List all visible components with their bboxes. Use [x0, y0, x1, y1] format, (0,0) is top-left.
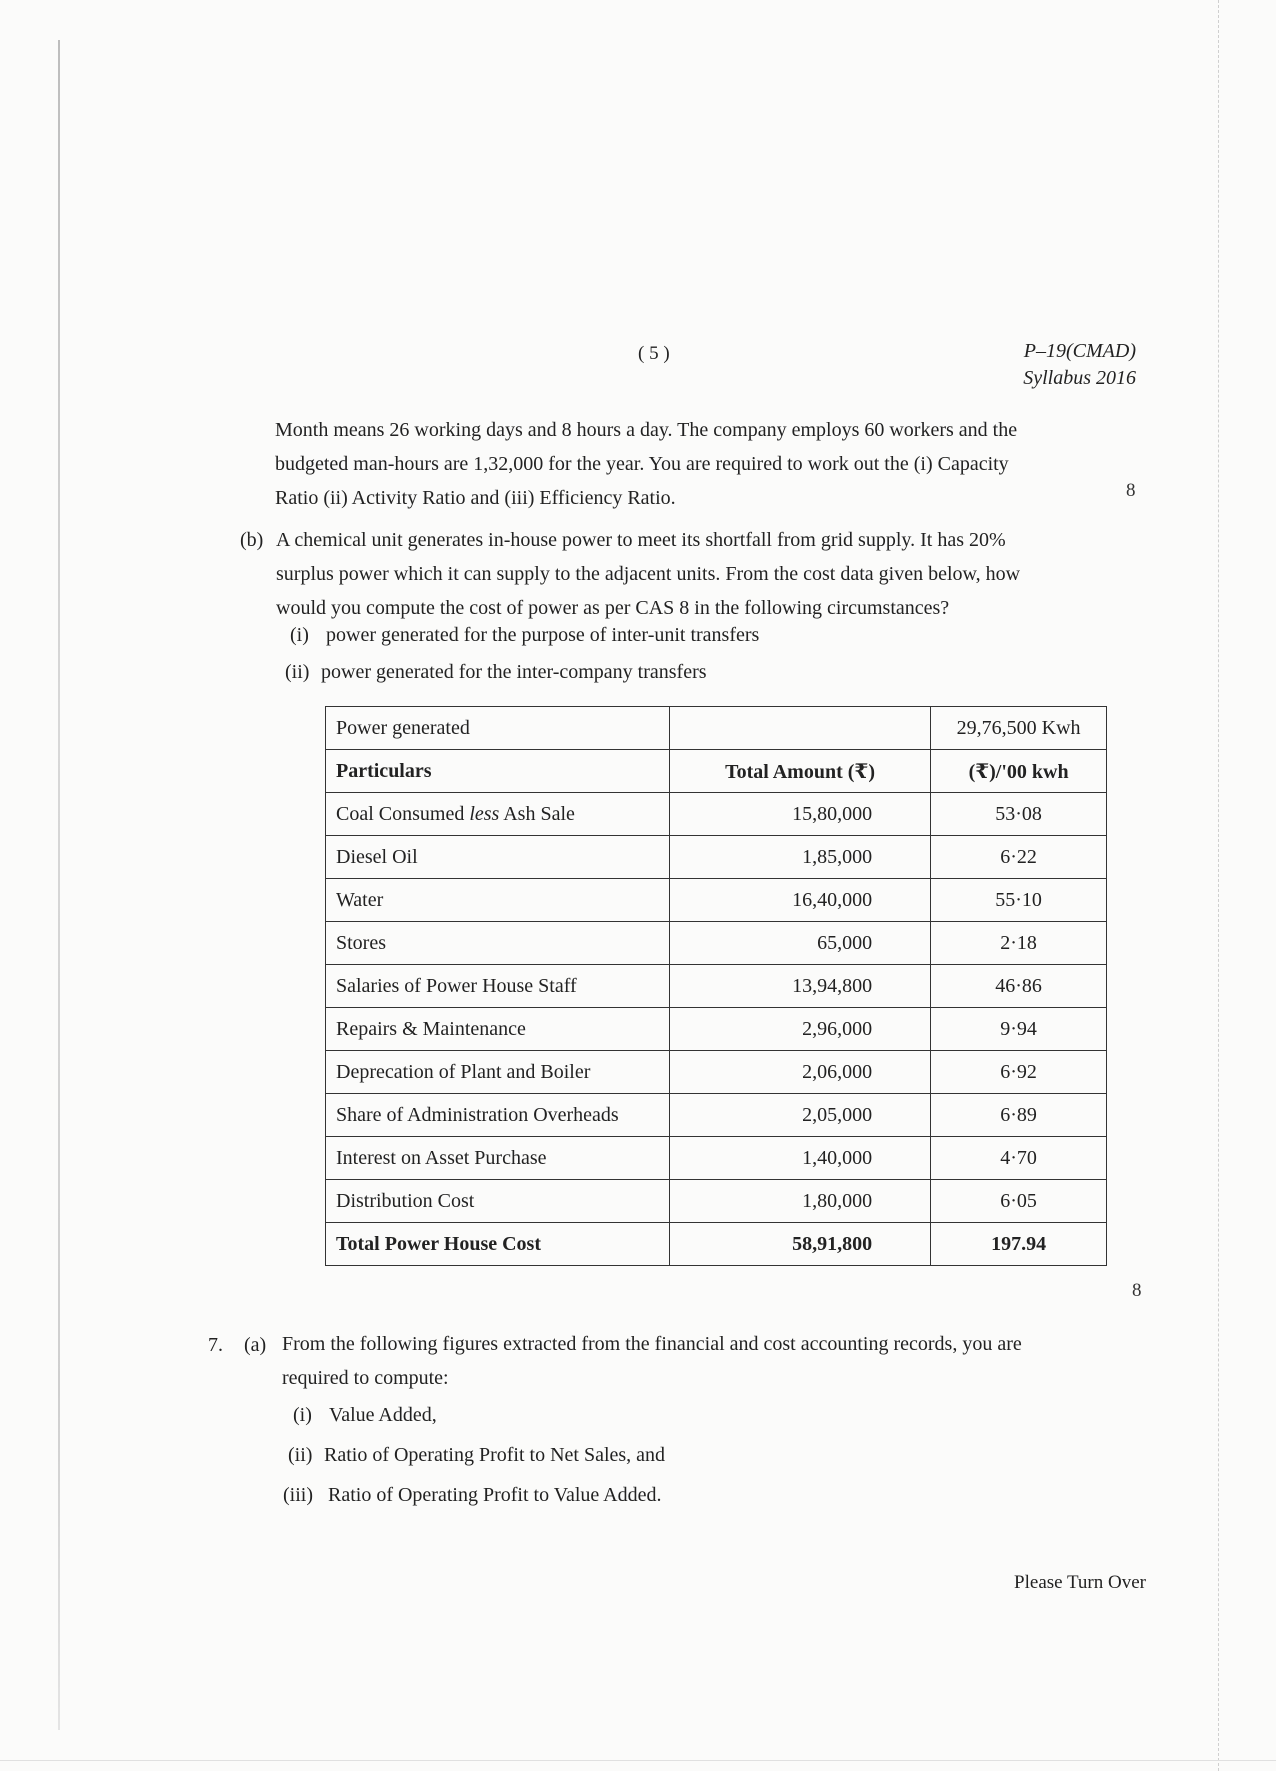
q7a-line: required to compute: [282, 1367, 449, 1389]
row-amount: 1,80,000 [669, 1180, 930, 1223]
q6b-label: (b) [240, 529, 264, 551]
q6b-marks: 8 [1132, 1280, 1142, 1301]
row-amount: 13,94,800 [669, 965, 930, 1008]
row-amount: 2,06,000 [669, 1051, 930, 1094]
table-row [326, 1051, 1107, 1094]
row-particular: Water [326, 879, 670, 922]
total-per-kwh: 197.94 [931, 1223, 1107, 1266]
q7-item-roman: (i) [293, 1404, 312, 1426]
table-row [326, 879, 1107, 922]
q7-item-text: Ratio of Operating Profit to Net Sales, and [324, 1444, 666, 1466]
total-particular: Total Power House Cost [326, 1223, 670, 1266]
table-row [326, 1094, 1107, 1137]
q6a-marks: 8 [1126, 480, 1136, 501]
q7a-text [282, 1327, 1022, 1395]
scan-edge-right [1218, 0, 1220, 1771]
row-particular: Share of Administration Overheads [326, 1094, 670, 1137]
row-amount: 1,85,000 [669, 836, 930, 879]
q6b-text [276, 523, 1020, 625]
q6b-item-roman: (i) [290, 624, 309, 646]
row-amount: 1,40,000 [669, 1137, 930, 1180]
row-particular: Salaries of Power House Staff [326, 965, 670, 1008]
q6b-line: would you compute the cost of power as per CAS 8 in the following circumstances? [276, 597, 950, 619]
row-particular: Distribution Cost [326, 1180, 670, 1223]
q7-item [283, 1484, 661, 1507]
row-per-kwh: 46·86 [931, 965, 1107, 1008]
q7-item [288, 1444, 665, 1467]
q6b-item-text: power generated for the inter-company transfers [321, 661, 707, 683]
row-per-kwh: 55·10 [931, 879, 1107, 922]
q7-item-roman: (iii) [283, 1484, 313, 1506]
table-row [326, 922, 1107, 965]
q6a-line: budgeted man-hours are 1,32,000 for the year. You are required to work out the (i) Capacity [275, 453, 1009, 475]
row-per-kwh: 6·05 [931, 1180, 1107, 1223]
row-amount: 16,40,000 [669, 879, 930, 922]
q7a-line: From the following figures extracted from the financial and cost accounting records, you are [282, 1333, 1022, 1355]
scan-bottom-edge [0, 1760, 1276, 1761]
row-per-kwh: 2·18 [931, 922, 1107, 965]
row-particular: Interest on Asset Purchase [326, 1137, 670, 1180]
row-particular: Deprecation of Plant and Boiler [326, 1051, 670, 1094]
row-per-kwh: 6·92 [931, 1051, 1107, 1094]
total-row [326, 1223, 1107, 1266]
q6a-line: Month means 26 working days and 8 hours a day. The company employs 60 workers and the [275, 419, 1018, 441]
q6a-text [275, 413, 1017, 515]
q7-number: 7. [208, 1334, 223, 1356]
table-row [326, 1137, 1107, 1180]
table-row [326, 793, 1107, 836]
power-generated-value: 29,76,500 Kwh [931, 707, 1107, 750]
q6b-item-roman: (ii) [285, 661, 310, 683]
row-per-kwh: 6·89 [931, 1094, 1107, 1137]
row-particular: Stores [326, 922, 670, 965]
table-row [326, 965, 1107, 1008]
row-amount: 2,96,000 [669, 1008, 930, 1051]
row-particular: Diesel Oil [326, 836, 670, 879]
row-amount: 65,000 [669, 922, 930, 965]
q6b-item [285, 661, 707, 684]
q6a-line: Ratio (ii) Activity Ratio and (iii) Efficiency Ratio. [275, 487, 676, 509]
row-particular: Coal Consumed less Ash Sale [326, 793, 670, 836]
power-generated-label: Power generated [326, 707, 670, 750]
total-amount: 58,91,800 [669, 1223, 930, 1266]
header-total-amount: Total Amount (₹) [669, 750, 930, 793]
q6b-item-text: power generated for the purpose of inter-unit transfers [326, 624, 760, 646]
q6b-line: surplus power which it can supply to the adjacent units. From the cost data given below, how [276, 563, 1021, 585]
row-amount: 2,05,000 [669, 1094, 930, 1137]
paper-code: P–19(CMAD) [1023, 340, 1136, 362]
row-per-kwh: 9·94 [931, 1008, 1107, 1051]
table-row [326, 836, 1107, 879]
syllabus-label: Syllabus 2016 [1023, 367, 1136, 389]
q7-item-text: Ratio of Operating Profit to Value Added. [328, 1484, 662, 1506]
q7-item-text: Value Added, [329, 1404, 437, 1426]
paper-code-block [1023, 338, 1136, 392]
please-turn-over: Please Turn Over [1014, 1572, 1146, 1593]
table-row [326, 1008, 1107, 1051]
scan-edge-left [58, 40, 60, 1730]
q7-item-roman: (ii) [288, 1444, 313, 1466]
power-cost-table [325, 706, 1107, 1266]
table-row [326, 1180, 1107, 1223]
row-per-kwh: 4·70 [931, 1137, 1107, 1180]
row-per-kwh: 53·08 [931, 793, 1107, 836]
header-per-kwh: (₹)/'00 kwh [931, 750, 1107, 793]
q7-item [293, 1404, 437, 1427]
power-generated-amount [669, 707, 930, 750]
table-header-row [326, 750, 1107, 793]
row-particular: Repairs & Maintenance [326, 1008, 670, 1051]
q6b-line: A chemical unit generates in-house power to meet its shortfall from grid supply. It has 20% [276, 529, 1006, 551]
page-number: ( 5 ) [638, 343, 670, 364]
row-amount: 15,80,000 [669, 793, 930, 836]
power-generated-row [326, 707, 1107, 750]
q6b-item [290, 624, 759, 647]
row-per-kwh: 6·22 [931, 836, 1107, 879]
header-particulars: Particulars [326, 750, 670, 793]
q7-part: (a) [244, 1334, 267, 1356]
